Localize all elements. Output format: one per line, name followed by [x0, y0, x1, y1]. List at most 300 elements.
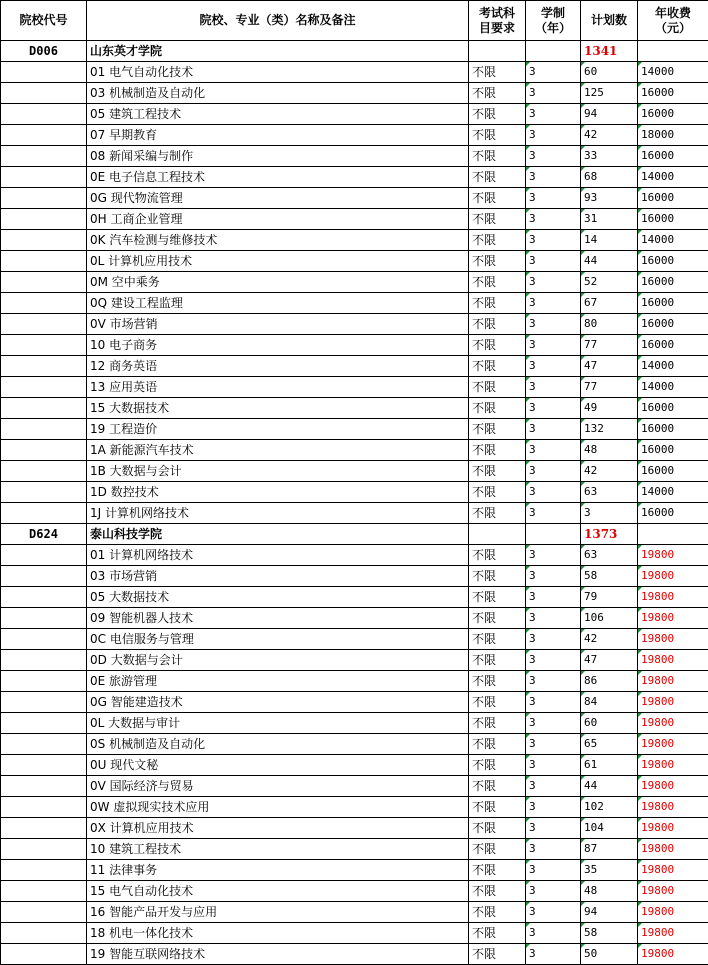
major-code-cell — [1, 776, 87, 797]
major-code-cell — [1, 461, 87, 482]
major-code-cell — [1, 335, 87, 356]
major-code-cell — [1, 818, 87, 839]
major-row — [1, 776, 708, 797]
major-subject-requirement: 不限 — [469, 146, 526, 167]
major-code-cell — [1, 797, 87, 818]
major-subject-requirement: 不限 — [469, 419, 526, 440]
major-row — [1, 167, 708, 188]
major-row — [1, 503, 708, 524]
major-subject-requirement: 不限 — [469, 482, 526, 503]
major-subject-requirement: 不限 — [469, 818, 526, 839]
major-name: 11 法律事务 — [87, 860, 469, 881]
major-subject-requirement: 不限 — [469, 230, 526, 251]
major-plan: 3 — [581, 503, 638, 524]
major-row — [1, 293, 708, 314]
major-fee: 19800 — [638, 839, 708, 860]
major-name: 01 电气自动化技术 — [87, 62, 469, 83]
major-name: 0C 电信服务与管理 — [87, 629, 469, 650]
major-code-cell — [1, 209, 87, 230]
major-row — [1, 230, 708, 251]
major-code-cell — [1, 629, 87, 650]
major-row — [1, 146, 708, 167]
major-plan: 47 — [581, 356, 638, 377]
major-row — [1, 377, 708, 398]
major-fee: 16000 — [638, 209, 708, 230]
major-row — [1, 629, 708, 650]
major-fee: 19800 — [638, 587, 708, 608]
major-fee: 16000 — [638, 146, 708, 167]
major-plan: 48 — [581, 881, 638, 902]
major-duration: 3 — [526, 839, 581, 860]
major-code-cell — [1, 419, 87, 440]
major-name: 01 计算机网络技术 — [87, 545, 469, 566]
major-plan: 47 — [581, 650, 638, 671]
major-name: 0G 现代物流管理 — [87, 188, 469, 209]
header-row — [1, 1, 708, 41]
school-subject-requirement — [469, 524, 526, 545]
header-plan: 计划数 — [581, 1, 638, 41]
major-name: 03 市场营销 — [87, 566, 469, 587]
major-fee: 16000 — [638, 83, 708, 104]
major-subject-requirement: 不限 — [469, 314, 526, 335]
major-name: 1B 大数据与会计 — [87, 461, 469, 482]
major-subject-requirement: 不限 — [469, 734, 526, 755]
major-fee: 19800 — [638, 923, 708, 944]
major-row — [1, 440, 708, 461]
major-row — [1, 335, 708, 356]
major-name: 0E 电子信息工程技术 — [87, 167, 469, 188]
major-name: 0W 虚拟现实技术应用 — [87, 797, 469, 818]
major-code-cell — [1, 881, 87, 902]
school-code: D624 — [1, 524, 87, 545]
school-row — [1, 524, 708, 545]
major-plan: 50 — [581, 944, 638, 965]
major-fee: 19800 — [638, 692, 708, 713]
major-subject-requirement: 不限 — [469, 944, 526, 965]
major-plan: 77 — [581, 335, 638, 356]
major-plan: 35 — [581, 860, 638, 881]
major-code-cell — [1, 713, 87, 734]
major-fee: 14000 — [638, 62, 708, 83]
major-row — [1, 398, 708, 419]
major-row — [1, 650, 708, 671]
major-fee: 16000 — [638, 188, 708, 209]
major-plan: 125 — [581, 83, 638, 104]
major-subject-requirement: 不限 — [469, 461, 526, 482]
major-plan: 68 — [581, 167, 638, 188]
major-fee: 19800 — [638, 608, 708, 629]
major-row — [1, 608, 708, 629]
major-subject-requirement: 不限 — [469, 83, 526, 104]
major-duration: 3 — [526, 314, 581, 335]
school-fee — [638, 41, 708, 62]
major-fee: 16000 — [638, 419, 708, 440]
major-plan: 52 — [581, 272, 638, 293]
major-row — [1, 860, 708, 881]
major-fee: 16000 — [638, 335, 708, 356]
major-row — [1, 566, 708, 587]
major-name: 0X 计算机应用技术 — [87, 818, 469, 839]
major-duration: 3 — [526, 209, 581, 230]
major-row — [1, 545, 708, 566]
major-duration: 3 — [526, 440, 581, 461]
major-duration: 3 — [526, 734, 581, 755]
major-code-cell — [1, 146, 87, 167]
major-subject-requirement: 不限 — [469, 209, 526, 230]
major-name: 10 电子商务 — [87, 335, 469, 356]
major-code-cell — [1, 902, 87, 923]
major-row — [1, 839, 708, 860]
major-fee: 19800 — [638, 776, 708, 797]
major-row — [1, 734, 708, 755]
major-plan: 77 — [581, 377, 638, 398]
major-name: 0V 国际经济与贸易 — [87, 776, 469, 797]
major-fee: 16000 — [638, 104, 708, 125]
major-code-cell — [1, 251, 87, 272]
major-code-cell — [1, 125, 87, 146]
major-code-cell — [1, 230, 87, 251]
major-row — [1, 125, 708, 146]
major-subject-requirement: 不限 — [469, 272, 526, 293]
major-fee: 19800 — [638, 650, 708, 671]
major-plan: 84 — [581, 692, 638, 713]
major-name: 19 智能互联网络技术 — [87, 944, 469, 965]
major-code-cell — [1, 650, 87, 671]
major-name: 05 建筑工程技术 — [87, 104, 469, 125]
major-duration: 3 — [526, 713, 581, 734]
major-duration: 3 — [526, 776, 581, 797]
school-name: 山东英才学院 — [87, 41, 469, 62]
major-name: 0E 旅游管理 — [87, 671, 469, 692]
major-code-cell — [1, 314, 87, 335]
major-duration: 3 — [526, 188, 581, 209]
major-subject-requirement: 不限 — [469, 587, 526, 608]
major-plan: 104 — [581, 818, 638, 839]
major-subject-requirement: 不限 — [469, 440, 526, 461]
major-subject-requirement: 不限 — [469, 545, 526, 566]
major-name: 0L 大数据与审计 — [87, 713, 469, 734]
major-name: 09 智能机器人技术 — [87, 608, 469, 629]
major-code-cell — [1, 188, 87, 209]
major-subject-requirement: 不限 — [469, 923, 526, 944]
major-subject-requirement: 不限 — [469, 335, 526, 356]
major-name: 0D 大数据与会计 — [87, 650, 469, 671]
major-subject-requirement: 不限 — [469, 377, 526, 398]
header-duration: 学制 （年） — [526, 1, 581, 41]
major-duration: 3 — [526, 566, 581, 587]
major-row — [1, 797, 708, 818]
major-plan: 33 — [581, 146, 638, 167]
major-fee: 19800 — [638, 755, 708, 776]
major-fee: 19800 — [638, 818, 708, 839]
major-duration: 3 — [526, 482, 581, 503]
major-subject-requirement: 不限 — [469, 755, 526, 776]
major-duration: 3 — [526, 545, 581, 566]
major-subject-requirement: 不限 — [469, 188, 526, 209]
major-duration: 3 — [526, 167, 581, 188]
major-code-cell — [1, 356, 87, 377]
major-duration: 3 — [526, 629, 581, 650]
school-total-plan: 1341 — [581, 41, 638, 62]
major-code-cell — [1, 839, 87, 860]
major-name: 0V 市场营销 — [87, 314, 469, 335]
major-duration: 3 — [526, 230, 581, 251]
major-name: 19 工程造价 — [87, 419, 469, 440]
major-duration: 3 — [526, 398, 581, 419]
school-duration — [526, 41, 581, 62]
major-plan: 106 — [581, 608, 638, 629]
major-subject-requirement: 不限 — [469, 692, 526, 713]
major-duration: 3 — [526, 419, 581, 440]
major-row — [1, 62, 708, 83]
major-duration: 3 — [526, 902, 581, 923]
major-name: 18 机电一体化技术 — [87, 923, 469, 944]
major-fee: 19800 — [638, 545, 708, 566]
major-row — [1, 944, 708, 965]
major-plan: 58 — [581, 923, 638, 944]
table-header — [1, 1, 708, 41]
major-plan: 44 — [581, 251, 638, 272]
major-code-cell — [1, 545, 87, 566]
major-row — [1, 587, 708, 608]
major-name: 15 大数据技术 — [87, 398, 469, 419]
major-fee: 16000 — [638, 293, 708, 314]
school-code: D006 — [1, 41, 87, 62]
major-fee: 14000 — [638, 167, 708, 188]
major-plan: 132 — [581, 419, 638, 440]
school-fee — [638, 524, 708, 545]
major-fee: 14000 — [638, 377, 708, 398]
major-duration: 3 — [526, 755, 581, 776]
major-subject-requirement: 不限 — [469, 881, 526, 902]
major-code-cell — [1, 398, 87, 419]
major-plan: 58 — [581, 566, 638, 587]
major-plan: 63 — [581, 545, 638, 566]
major-duration: 3 — [526, 818, 581, 839]
major-code-cell — [1, 377, 87, 398]
header-school-code: 院校代号 — [1, 1, 87, 41]
major-code-cell — [1, 608, 87, 629]
major-subject-requirement: 不限 — [469, 776, 526, 797]
major-name: 16 智能产品开发与应用 — [87, 902, 469, 923]
major-plan: 48 — [581, 440, 638, 461]
major-plan: 79 — [581, 587, 638, 608]
major-duration: 3 — [526, 692, 581, 713]
major-code-cell — [1, 167, 87, 188]
school-subject-requirement — [469, 41, 526, 62]
major-duration: 3 — [526, 377, 581, 398]
major-row — [1, 104, 708, 125]
major-fee: 16000 — [638, 398, 708, 419]
major-duration: 3 — [526, 881, 581, 902]
major-code-cell — [1, 944, 87, 965]
major-name: 0Q 建设工程监理 — [87, 293, 469, 314]
major-code-cell — [1, 293, 87, 314]
major-code-cell — [1, 692, 87, 713]
major-name: 0L 计算机应用技术 — [87, 251, 469, 272]
major-name: 0U 现代文秘 — [87, 755, 469, 776]
major-code-cell — [1, 671, 87, 692]
major-duration: 3 — [526, 650, 581, 671]
major-row — [1, 923, 708, 944]
major-fee: 19800 — [638, 566, 708, 587]
major-code-cell — [1, 503, 87, 524]
major-code-cell — [1, 272, 87, 293]
major-fee: 19800 — [638, 860, 708, 881]
major-name: 1D 数控技术 — [87, 482, 469, 503]
major-duration: 3 — [526, 104, 581, 125]
major-row — [1, 419, 708, 440]
major-plan: 60 — [581, 62, 638, 83]
header-fee: 年收费 （元） — [638, 1, 708, 41]
major-row — [1, 314, 708, 335]
major-fee: 16000 — [638, 461, 708, 482]
major-row — [1, 188, 708, 209]
major-row — [1, 83, 708, 104]
major-duration: 3 — [526, 797, 581, 818]
major-subject-requirement: 不限 — [469, 608, 526, 629]
major-duration: 3 — [526, 587, 581, 608]
major-fee: 19800 — [638, 734, 708, 755]
major-duration: 3 — [526, 62, 581, 83]
major-name: 07 早期教育 — [87, 125, 469, 146]
major-fee: 14000 — [638, 356, 708, 377]
major-fee: 19800 — [638, 902, 708, 923]
major-name: 13 应用英语 — [87, 377, 469, 398]
major-subject-requirement: 不限 — [469, 671, 526, 692]
major-duration: 3 — [526, 146, 581, 167]
major-code-cell — [1, 860, 87, 881]
major-subject-requirement: 不限 — [469, 62, 526, 83]
major-plan: 42 — [581, 461, 638, 482]
major-duration: 3 — [526, 608, 581, 629]
table-body — [1, 41, 708, 965]
major-row — [1, 209, 708, 230]
major-code-cell — [1, 104, 87, 125]
header-subject-requirement: 考试科 目要求 — [469, 1, 526, 41]
school-name: 泰山科技学院 — [87, 524, 469, 545]
major-code-cell — [1, 482, 87, 503]
major-plan: 93 — [581, 188, 638, 209]
major-code-cell — [1, 587, 87, 608]
major-plan: 31 — [581, 209, 638, 230]
major-code-cell — [1, 440, 87, 461]
major-subject-requirement: 不限 — [469, 167, 526, 188]
school-total-plan: 1373 — [581, 524, 638, 545]
major-duration: 3 — [526, 293, 581, 314]
major-name: 0K 汽车检测与维修技术 — [87, 230, 469, 251]
major-fee: 14000 — [638, 230, 708, 251]
major-code-cell — [1, 566, 87, 587]
major-subject-requirement: 不限 — [469, 902, 526, 923]
major-subject-requirement: 不限 — [469, 713, 526, 734]
major-subject-requirement: 不限 — [469, 503, 526, 524]
major-plan: 44 — [581, 776, 638, 797]
major-duration: 3 — [526, 272, 581, 293]
major-row — [1, 356, 708, 377]
major-plan: 102 — [581, 797, 638, 818]
major-duration: 3 — [526, 923, 581, 944]
major-row — [1, 482, 708, 503]
major-plan: 61 — [581, 755, 638, 776]
major-fee: 19800 — [638, 797, 708, 818]
major-row — [1, 755, 708, 776]
major-code-cell — [1, 734, 87, 755]
major-row — [1, 692, 708, 713]
major-fee: 16000 — [638, 251, 708, 272]
major-subject-requirement: 不限 — [469, 797, 526, 818]
major-name: 0M 空中乘务 — [87, 272, 469, 293]
major-fee: 14000 — [638, 482, 708, 503]
major-subject-requirement: 不限 — [469, 566, 526, 587]
school-row — [1, 41, 708, 62]
major-duration: 3 — [526, 335, 581, 356]
major-plan: 94 — [581, 104, 638, 125]
major-plan: 63 — [581, 482, 638, 503]
major-code-cell — [1, 62, 87, 83]
major-plan: 49 — [581, 398, 638, 419]
major-subject-requirement: 不限 — [469, 650, 526, 671]
major-subject-requirement: 不限 — [469, 125, 526, 146]
major-fee: 16000 — [638, 272, 708, 293]
major-duration: 3 — [526, 251, 581, 272]
major-duration: 3 — [526, 671, 581, 692]
major-subject-requirement: 不限 — [469, 293, 526, 314]
major-plan: 86 — [581, 671, 638, 692]
major-subject-requirement: 不限 — [469, 251, 526, 272]
header-name: 院校、专业（类）名称及备注 — [87, 1, 469, 41]
major-code-cell — [1, 923, 87, 944]
major-row — [1, 461, 708, 482]
major-row — [1, 881, 708, 902]
major-fee: 19800 — [638, 629, 708, 650]
major-plan: 42 — [581, 125, 638, 146]
major-code-cell — [1, 83, 87, 104]
major-plan: 94 — [581, 902, 638, 923]
major-row — [1, 251, 708, 272]
major-name: 05 大数据技术 — [87, 587, 469, 608]
major-plan: 80 — [581, 314, 638, 335]
major-duration: 3 — [526, 944, 581, 965]
major-subject-requirement: 不限 — [469, 104, 526, 125]
major-fee: 19800 — [638, 881, 708, 902]
major-name: 03 机械制造及自动化 — [87, 83, 469, 104]
major-name: 15 电气自动化技术 — [87, 881, 469, 902]
major-fee: 19800 — [638, 671, 708, 692]
major-subject-requirement: 不限 — [469, 356, 526, 377]
major-row — [1, 671, 708, 692]
major-fee: 16000 — [638, 503, 708, 524]
major-subject-requirement: 不限 — [469, 860, 526, 881]
major-row — [1, 818, 708, 839]
major-name: 0G 智能建造技术 — [87, 692, 469, 713]
major-plan: 42 — [581, 629, 638, 650]
major-name: 12 商务英语 — [87, 356, 469, 377]
major-plan: 65 — [581, 734, 638, 755]
major-name: 0S 机械制造及自动化 — [87, 734, 469, 755]
major-plan: 60 — [581, 713, 638, 734]
major-duration: 3 — [526, 356, 581, 377]
major-subject-requirement: 不限 — [469, 839, 526, 860]
major-subject-requirement: 不限 — [469, 629, 526, 650]
major-row — [1, 902, 708, 923]
major-code-cell — [1, 755, 87, 776]
major-fee: 18000 — [638, 125, 708, 146]
school-duration — [526, 524, 581, 545]
major-plan: 87 — [581, 839, 638, 860]
major-row — [1, 272, 708, 293]
major-duration: 3 — [526, 83, 581, 104]
